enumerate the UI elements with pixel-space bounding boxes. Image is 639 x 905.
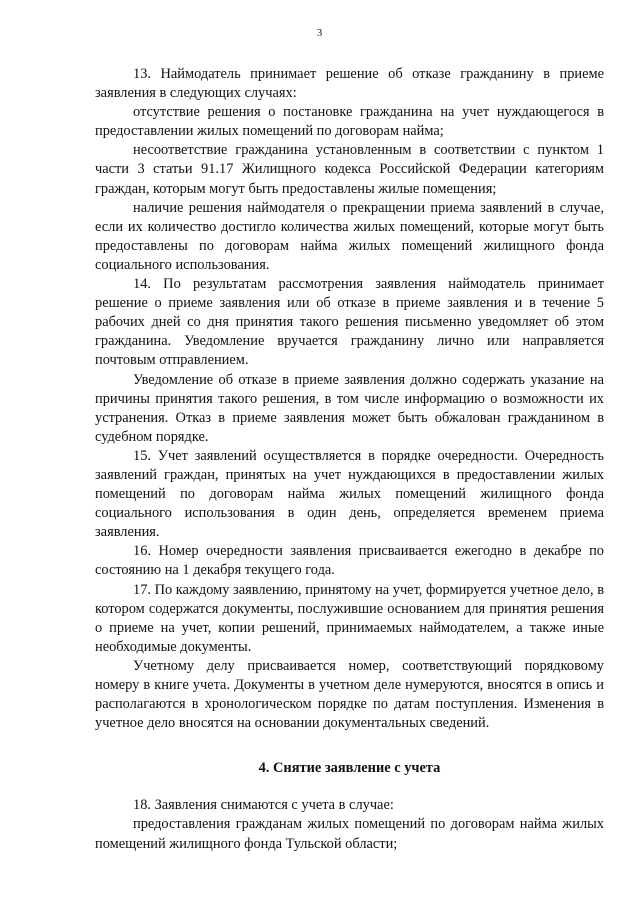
paragraph-14-refusal-notice: Уведомление об отказе в приеме заявления должно содержать указание на причины принятия такого решения, в том числе информацию о возможности их устранения. Отказ в приеме заявления может быть обжалован гражданином в судебном порядке. <box>95 371 604 445</box>
paragraph-14: 14. По результатам рассмотрения заявления наймодатель принимает решение о приеме заявления или об отказе в приеме заявления и в течение 5 рабочих дней со дня принятия такого решения письменно уведомляет об этом гражданина. Уведомление вручается гражданину лично или направляется почтовым отправлением. <box>95 276 604 369</box>
paragraph-16: 16. Номер очередности заявления присваивается ежегодно в декабре по состоянию на 1 декабря текущего года. <box>95 543 604 579</box>
paragraph-13-intro: 13. Наймодатель принимает решение об отказе гражданину в приеме заявления в следующих случаях: <box>95 66 604 102</box>
paragraph-13-case-2: несоответствие гражданина установленным в соответствии с пунктом 1 части 3 статьи 91.17 Жилищного кодекса Российской Федерации категориям граждан, которым могут быть предоставлены жилые помещения; <box>95 142 604 197</box>
paragraph-17-case-file: Учетному делу присваивается номер, соответствующий порядковому номеру в книге учета. Документы в учетном деле нумеруются, вносятся в опись и располагаются в хронологическом порядке по датам поступления. Изменения в учетное дело вносятся на основании документальных сведений. <box>95 657 604 732</box>
paragraph-18-case-1: предоставления гражданам жилых помещений по договорам найма жилых помещений жилищного фонда Тульской области; <box>95 816 604 852</box>
paragraph-17: 17. По каждому заявлению, принятому на учет, формируется учетное дело, в котором содержатся документы, послужившие основанием для принятия решения о приеме на учет, копии решений, принимаемых наймодателем, а также иные необходимые документы. <box>95 581 604 655</box>
paragraph-13-case-3: наличие решения наймодателя о прекращении приема заявлений в случае, если их количество достигло количества жилых помещений, которые могут быть предоставлены по договорам найма жилых помещений жилищного фонда социального использования. <box>95 199 604 273</box>
paragraph-13-case-1: отсутствие решения о постановке гражданина на учет нуждающегося в предоставлении жилых помещений по договорам найма; <box>95 104 604 140</box>
paragraph-15: 15. Учет заявлений осуществляется в порядке очередности. Очередность заявлений граждан, принятых на учет нуждающихся в предоставлении жилых помещений по договорам найма жилых помещений жилищного фонда социального использования в один день, определяется временем приема заявления. <box>95 447 604 541</box>
section-heading: 4. Снятие заявление с учета <box>258 760 441 777</box>
document-body <box>95 65 604 854</box>
paragraph-18: 18. Заявления снимаются с учета в случае: <box>133 797 394 814</box>
page-number: 3 <box>316 27 323 39</box>
